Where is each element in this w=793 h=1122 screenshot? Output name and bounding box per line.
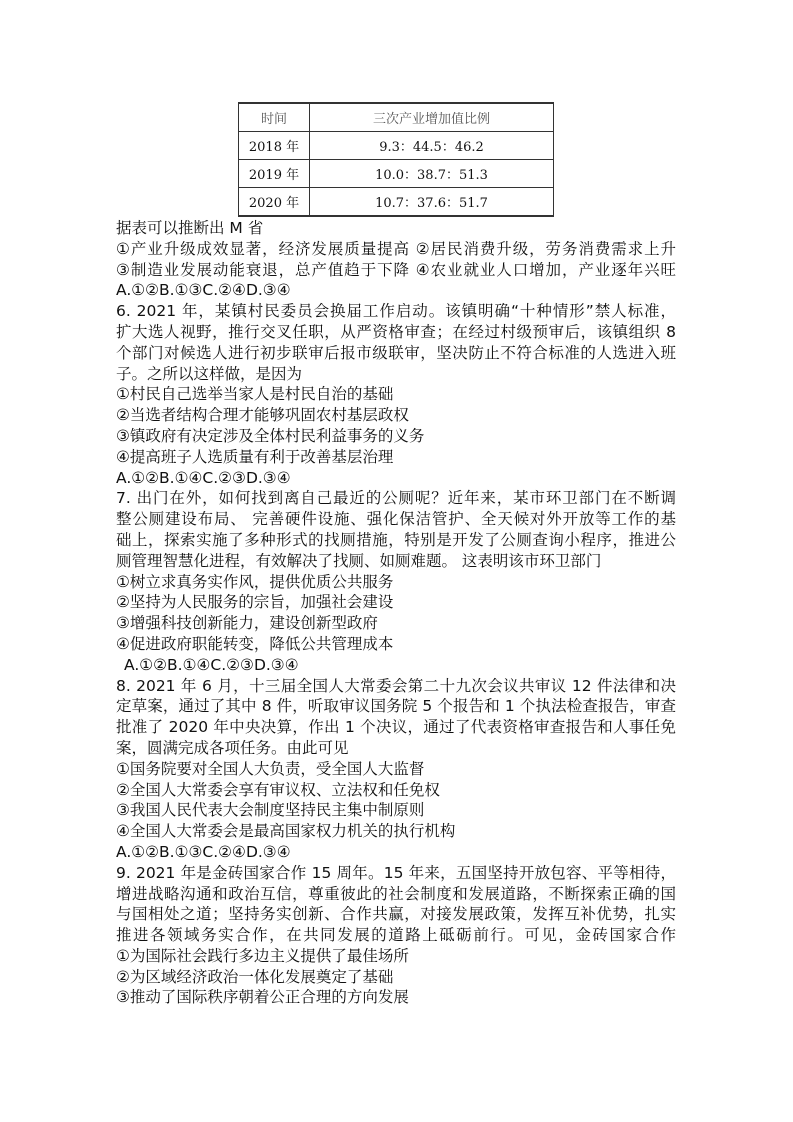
table-cell-ratio: 10.0：38.7：51.3 — [310, 160, 554, 188]
text-line: A.①②B.①④C.②③D.③④ — [116, 468, 291, 487]
text-line: ①国务院要对全国人大负责，受全国人大监督 — [116, 759, 425, 778]
text-line: 推进各领域务实合作，在共同发展的道路上砥砺前行。可见，金砖国家合作 — [116, 926, 676, 945]
text-line: A.①②B.①③C.②④D.③④ — [116, 281, 291, 300]
text-line: ④提高班子人选质量有利于改善基层治理 — [116, 447, 394, 466]
text-line: 8. 2021 年 6 月，十三届全国人大常委会第二十九次会议共审议 12 件法律和决 — [116, 676, 676, 695]
text-line: ④全国人大常委会是最高国家权力机关的执行机构 — [116, 822, 456, 841]
text-line: 个部门对候选人进行初步联审后报市级联审，坚决防止不符合标准的人选进入班 — [116, 343, 676, 362]
text-line: ③镇政府有决定涉及全体村民利益事务的义务 — [116, 426, 425, 445]
industry-ratio-table-wrapper — [238, 102, 554, 214]
question-text-body — [116, 218, 676, 1008]
table-row — [239, 160, 554, 188]
table-cell-year: 2018 年 — [239, 132, 310, 160]
text-line: ②当选者结构合理才能够巩固农村基层政权 — [116, 406, 409, 425]
table-header-ratio: 三次产业增加值比例 — [310, 103, 554, 132]
table-cell-year: 2019 年 — [239, 160, 310, 188]
text-line: 批准了 2020 年中央决算，作出 1 个决议，通过了代表资格审查报告和人事任免 — [116, 718, 676, 737]
text-line: 与国相处之道；坚持务实创新、合作共赢，对接发展政策，发挥互补优势，扎实 — [116, 905, 676, 924]
text-line: ②坚持为人民服务的宗旨，加强社会建设 — [116, 593, 394, 612]
text-line: ①产业升级成效显著，经济发展质量提高 ②居民消费升级，劳务消费需求上升 — [116, 239, 676, 258]
text-line: ②为区域经济政治一体化发展奠定了基础 — [116, 967, 394, 986]
text-line: 增进战略沟通和政治互信，尊重彼此的社会制度和发展道路，不断探索正确的国 — [116, 884, 676, 903]
text-line: ③增强科技创新能力，建设创新型政府 — [116, 614, 378, 633]
table-row — [239, 132, 554, 160]
text-line: ①树立求真务实作风，提供优质公共服务 — [116, 572, 394, 591]
text-line: ②全国人大常委会享有审议权、立法权和任免权 — [116, 780, 440, 799]
table-cell-ratio: 9.3：44.5：46.2 — [310, 132, 554, 160]
table-header-year: 时间 — [239, 103, 310, 132]
text-line: 定草案，通过了其中 8 件，听取审议国务院 5 个报告和 1 个执法检查报告，审查 — [116, 697, 676, 716]
text-line: 础上，探索实施了多种形式的找厕措施，特别是开发了公厕查询小程序，推进公 — [116, 530, 676, 549]
text-line: ①为国际社会践行多边主义提供了最佳场所 — [116, 946, 409, 965]
industry-ratio-table — [238, 102, 554, 217]
text-line: 扩大选人视野，推行交叉任职，从严资格审查；在经过村级预审后，该镇组织 8 — [116, 322, 676, 341]
text-line: A.①②B.①④C.②③D.③④ — [124, 655, 299, 674]
text-line: A.①②B.①③C.②④D.③④ — [116, 842, 291, 861]
text-line: ③我国人民代表大会制度坚持民主集中制原则 — [116, 801, 425, 820]
text-line: 6. 2021 年，某镇村民委员会换届工作启动。该镇明确“十种情形”禁人标准， — [116, 302, 676, 321]
table-header-row — [239, 103, 554, 132]
text-line: ③制造业发展动能衰退，总产值趋于下降 ④农业就业人口增加，产业逐年兴旺 — [116, 260, 676, 279]
table-cell-ratio: 10.7：37.6：51.7 — [310, 188, 554, 217]
text-line: 据表可以推断出 M 省 — [116, 219, 264, 237]
text-line: 9. 2021 年是金砖国家合作 15 周年。15 年来，五国坚持开放包容、平等相待， — [116, 863, 676, 882]
text-line: ①村民自己选举当家人是村民自治的基础 — [116, 385, 394, 404]
table-row — [239, 188, 554, 217]
text-line: 案，圆满完成各项任务。由此可见 — [116, 738, 349, 757]
text-line: 厕管理智慧化进程，有效解决了找厕、如厕难题。 这表明该市环卫部门 — [116, 551, 602, 570]
text-line: 整公厕建设布局、 完善硬件设施、强化保洁管护、全天候对外开放等工作的基 — [116, 510, 676, 529]
table-cell-year: 2020 年 — [239, 188, 310, 217]
text-line: ④促进政府职能转变，降低公共管理成本 — [116, 634, 394, 653]
text-line: 子。之所以这样做，是因为 — [116, 364, 303, 383]
text-line: ③推动了国际秩序朝着公正合理的方向发展 — [116, 988, 409, 1007]
text-line: 7. 出门在外，如何找到离自己最近的公厕呢？近年来，某市环卫部门在不断调 — [116, 489, 676, 508]
